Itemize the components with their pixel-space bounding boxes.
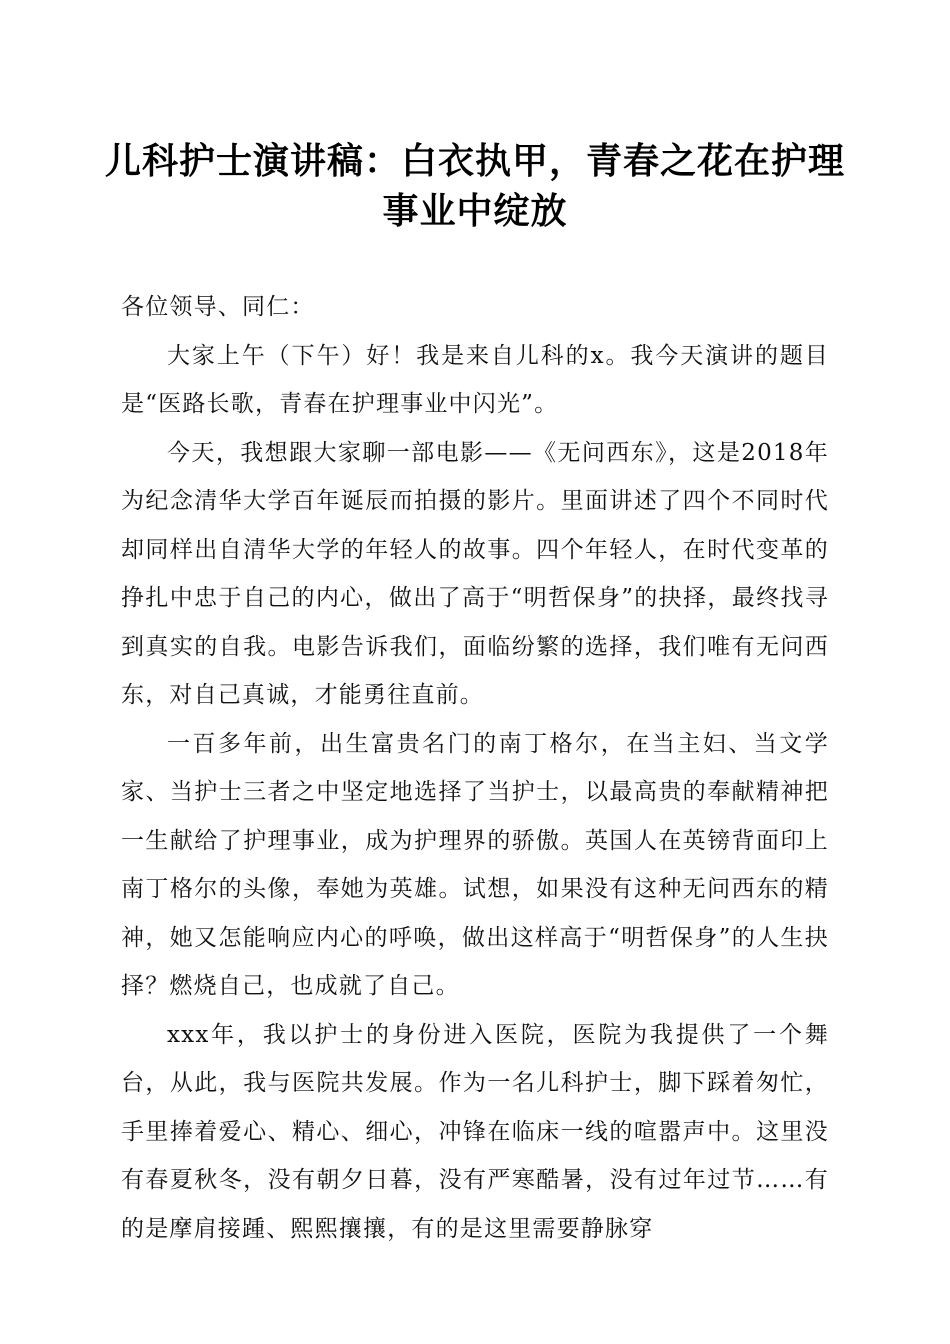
paragraph-1: 大家上午（下午）好！我是来自儿科的x。我今天演讲的题目是“医路长歌，青春在护理事业中闪光”。: [121, 342, 829, 417]
title-line-1: 儿科护士演讲稿：白衣执甲，青春之花在护理: [104, 140, 845, 182]
salutation: 各位领导、同仁：: [121, 294, 315, 320]
document-body: [121, 283, 829, 1253]
document-title: [100, 136, 850, 236]
paragraph-2: 今天，我想跟大家聊一部电影——《无问西东》，这是2018年为纪念清华大学百年诞辰而拍摄的影片。里面讲述了四个不同时代却同样出自清华大学的年轻人的故事。四个年轻人，在时代变革的挣扎中忠于自己的内心，做出了高于“明哲保身”的抉择，最终找寻到真实的自我。电影告诉我们，面临纷繁的选择，我们唯有无问西东，对自己真诚，才能勇往直前。: [121, 439, 829, 708]
title-line-2: 事业中绽放: [382, 190, 568, 232]
paragraph-4: xxx年，我以护士的身份进入医院，医院为我提供了一个舞台，从此，我与医院共发展。作为一名儿科护士，脚下踩着匆忙，手里捧着爱心、精心、细心，冲锋在临床一线的喧嚣声中。这里没有春夏秋冬，没有朝夕日暮，没有严寒酷暑，没有过年过节……有的是摩肩接踵、熙熙攘攘，有的是这里需要静脉穿: [121, 1021, 829, 1242]
paragraph-3: 一百多年前，出生富贵名门的南丁格尔，在当主妇、当文学家、当护士三者之中坚定地选择了当护士，以最高贵的奉献精神把一生献给了护理事业，成为护理界的骄傲。英国人在英镑背面印上南丁格尔的头像，奉她为英雄。试想，如果没有这种无问西东的精神，她又怎能响应内心的呼唤，做出这样高于“明哲保身”的人生抉择？燃烧自己，也成就了自己。: [121, 730, 829, 999]
